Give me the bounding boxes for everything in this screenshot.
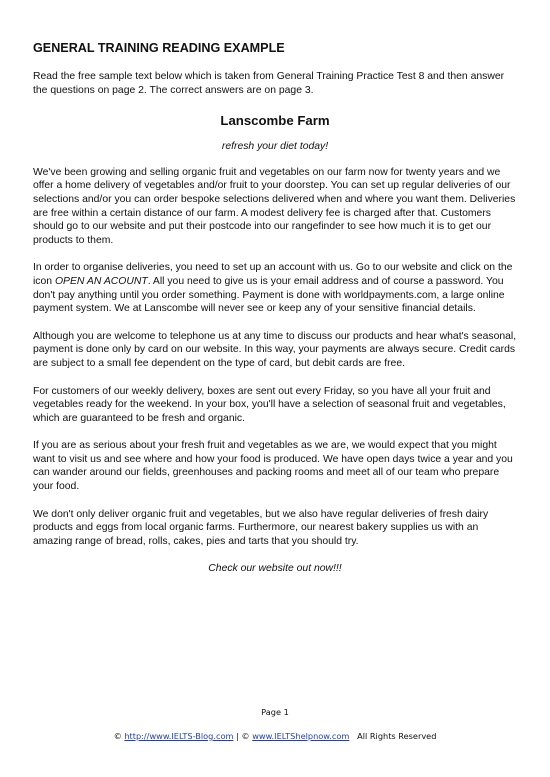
open-account-icon-name: OPEN AN ACOUNT	[54, 275, 148, 287]
paragraph-dairy-bakery: We don't only deliver organic fruit and vegetables, but we also have regular deliveries of fresh dairy products and eggs from local organic farms. Furthermore, our nearest bakery supplies us with an amazing range of bread, rolls, cakes, pies and tarts that you should try.	[33, 508, 489, 547]
footer-copyright-1: ©	[113, 731, 125, 741]
footer-separator: | ©	[233, 731, 253, 741]
footer-link-ielts-blog[interactable]: http://www.IELTS-Blog.com	[124, 731, 234, 741]
intro-paragraph: Read the free sample text below which is taken from General Training Practice Test 8 and then answer the questions on page 2. The correct answers are on page 3.	[33, 71, 505, 96]
document-body	[33, 40, 517, 576]
footer-rights: All Rights Reserved	[349, 731, 437, 741]
page-heading: GENERAL TRAINING READING EXAMPLE	[33, 41, 285, 55]
footer-link-ielts-helpnow[interactable]: www.IELTShelpnow.com	[252, 731, 350, 741]
article-tagline: refresh your diet today!	[221, 141, 329, 153]
footer	[0, 731, 550, 741]
paragraph-account-text-1: In order to organise deliveries, you need to set up an account with us. Go to our website and click on the icon	[33, 262, 513, 287]
paragraph-account-text-2: . All you need to give us is your email address and of course a password. You don't pay anything until you order something. Payment is done with worldpayments.com, a large online payment system. We at Lanscombe will never see or keep any of your sensitive financial details.	[33, 275, 505, 315]
paragraph-account	[33, 261, 517, 315]
paragraph-weekly-delivery: For customers of our weekly delivery, boxes are sent out every Friday, so you have all your fruit and vegetables ready for the weekend. In your box, you'll have a selection of seasonal fruit and vegetables, which are guaranteed to be fresh and organic.	[33, 385, 506, 424]
article-title: Lanscombe Farm	[220, 113, 330, 129]
page-number: Page 1	[261, 707, 289, 717]
paragraph-deliveries: We've been growing and selling organic fruit and vegetables on our farm now for twenty years and we offer a home delivery of vegetables and/or fruit to your doorstep. You can set up regular deliveries of our selections and/or you can order bespoke selections delivered when and where you want them. Deliveries are free within a certain distance of our farm. A modest delivery fee is charged after that. Customers should go to our website and put their postcode into our rangefinder to see how much it is to get our products to them.	[33, 166, 516, 246]
paragraph-open-days: If you are as serious about your fresh fruit and vegetables as we are, we would expect that you might want to visit us and see where and how your food is produced. We have open days twice a year and you can wander around our fields, greenhouses and packing rooms and meet all of our team who prepare your food.	[33, 440, 513, 493]
paragraph-payment: Although you are welcome to telephone us at any time to discuss our products and hear what's seasonal, payment is done only by card on our website. In this way, your payments are always secure. Credit cards are subject to a small fee dependent on the type of card, but debit cards are free.	[33, 330, 517, 369]
closing-line: Check our website out now!!!	[208, 563, 342, 575]
